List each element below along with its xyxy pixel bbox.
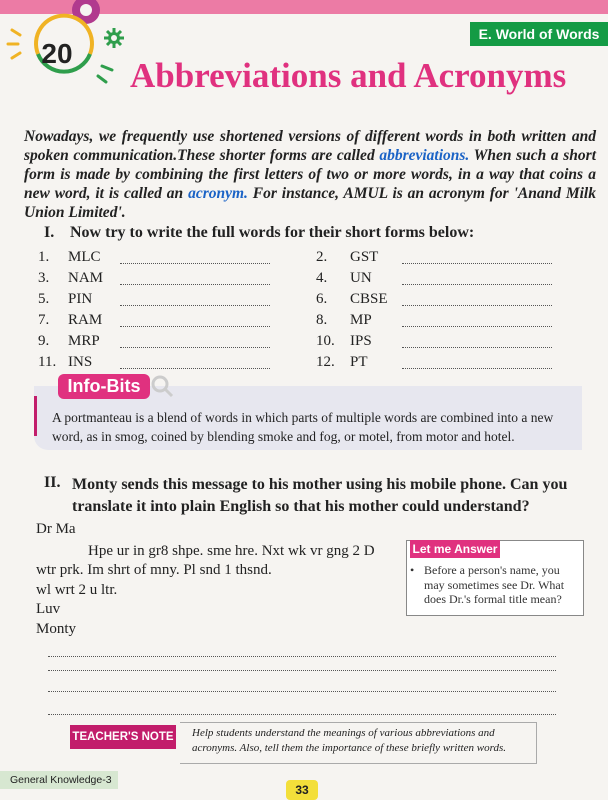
let-me-answer-question: Before a person's name, you may sometimes see Dr. What does Dr.'s formal title mean?: [424, 563, 565, 606]
item-abbreviation: PT: [350, 354, 368, 370]
exercise1-item: [38, 354, 92, 371]
item-number: 10.: [316, 333, 335, 349]
item-number: 2.: [316, 249, 328, 265]
message-line-3: wl wrt 2 u ltr.: [36, 581, 118, 598]
let-me-answer-label: Let me Answer: [410, 540, 500, 558]
item-abbreviation: CBSE: [350, 291, 388, 307]
exercise1-item: [38, 270, 103, 287]
intro-text-1: Nowadays, we frequently use shortened versions of different words in both written and spoken communication.These shorter forms are called: [24, 128, 596, 164]
infobits-label: Info-Bits: [58, 374, 150, 399]
item-abbreviation: INS: [68, 354, 93, 370]
sms-message: [36, 520, 406, 639]
item-number: 5.: [38, 291, 50, 307]
answer-blank[interactable]: [402, 347, 552, 348]
message-line-1: Hpe ur in gr8 shpe. sme hre. Nxt wk vr gng 2 D: [88, 542, 375, 559]
answer-blank[interactable]: [120, 284, 270, 285]
item-number: 9.: [38, 333, 50, 349]
item-abbreviation: GST: [350, 249, 379, 265]
exercise1-number: I.: [44, 224, 55, 241]
page-number: 33: [286, 780, 318, 800]
answer-line[interactable]: [48, 691, 556, 692]
message-name: Monty: [36, 620, 77, 637]
item-number: 3.: [38, 270, 50, 286]
exercise1-item: [316, 354, 368, 371]
footer-book-title: General Knowledge-3: [0, 771, 118, 789]
item-number: 8.: [316, 312, 328, 328]
chapter-number: 20: [41, 38, 73, 69]
exercise1-item: [38, 249, 101, 266]
message-greeting: Dr Ma: [36, 521, 76, 537]
item-abbreviation: MRP: [68, 333, 100, 349]
item-number: 7.: [38, 312, 50, 328]
let-me-answer-text: [410, 563, 580, 607]
exercise1-item: [38, 312, 102, 329]
section-tab: E. World of Words: [470, 22, 608, 46]
intro-text-2: When such a short form is made by combining the first letters of two or more words, in a way that coins a new word, it is called an: [24, 147, 597, 202]
item-abbreviation: MP: [350, 312, 372, 328]
answer-blank[interactable]: [120, 263, 270, 264]
item-abbreviation: PIN: [68, 291, 93, 307]
item-abbreviation: NAM: [68, 270, 104, 286]
exercise1-item: [316, 333, 372, 350]
intro-paragraph: [24, 127, 596, 222]
magnifier-icon: [150, 374, 174, 398]
answer-blank[interactable]: [402, 284, 552, 285]
item-number: 12.: [316, 354, 335, 370]
answer-line[interactable]: [48, 714, 556, 715]
item-abbreviation: MLC: [68, 249, 101, 265]
item-abbreviation: RAM: [68, 312, 103, 328]
message-closing: Luv: [36, 601, 61, 617]
item-abbreviation: IPS: [350, 333, 372, 349]
teachers-note-text: Help students understand the meanings of various abbreviations and acronyms. Also, tell them the importance of these briefly written words.: [192, 727, 506, 754]
exercise1-item: [316, 249, 378, 266]
answer-blank[interactable]: [120, 368, 270, 369]
answer-line[interactable]: [48, 656, 556, 657]
answer-blank[interactable]: [120, 347, 270, 348]
exercise1-item: [38, 333, 100, 350]
answer-blank[interactable]: [402, 305, 552, 306]
item-abbreviation: UN: [350, 270, 372, 286]
item-number: 6.: [316, 291, 328, 307]
exercise2-heading: Monty sends this message to his mother using his mobile phone. Can you translate it into plain English so that his mother could understand?: [72, 476, 568, 515]
message-line-2: wtr prk. Im shrt of mny. Pl snd 1 thsnd.: [36, 562, 272, 578]
abbreviations-highlight: abbreviations.: [379, 147, 470, 164]
acronym-highlight: acronym.: [188, 185, 248, 202]
exercise2-number: II.: [44, 474, 61, 491]
answer-line[interactable]: [48, 670, 556, 671]
item-number: 11.: [38, 354, 57, 370]
answer-blank[interactable]: [402, 368, 552, 369]
item-number: 4.: [316, 270, 328, 286]
exercise1-item: [316, 312, 372, 329]
answer-blank[interactable]: [402, 263, 552, 264]
exercise1-item: [38, 291, 92, 308]
infobits-accent-bar: [34, 396, 37, 436]
exercise1-heading: Now try to write the full words for their short forms below:: [70, 224, 475, 241]
intro-text-3: For instance, AMUL is an acronym for 'Anand Milk Union Limited'.: [24, 185, 596, 221]
bullet-icon: •: [410, 563, 415, 577]
exercise1-item: [316, 291, 388, 308]
answer-blank[interactable]: [120, 305, 270, 306]
item-number: 1.: [38, 249, 50, 265]
teachers-note-label: TEACHER'S NOTE: [70, 725, 176, 749]
infobits-text: A portmanteau is a blend of words in which parts of multiple words are combined into a new word, as in smog, coined by blending smoke and fog, or motel, from motor and hotel.: [52, 410, 554, 444]
exercise1-item: [316, 270, 372, 287]
answer-blank[interactable]: [120, 326, 270, 327]
chapter-title: Abbreviations and Acronyms: [130, 56, 567, 95]
answer-blank[interactable]: [402, 326, 552, 327]
